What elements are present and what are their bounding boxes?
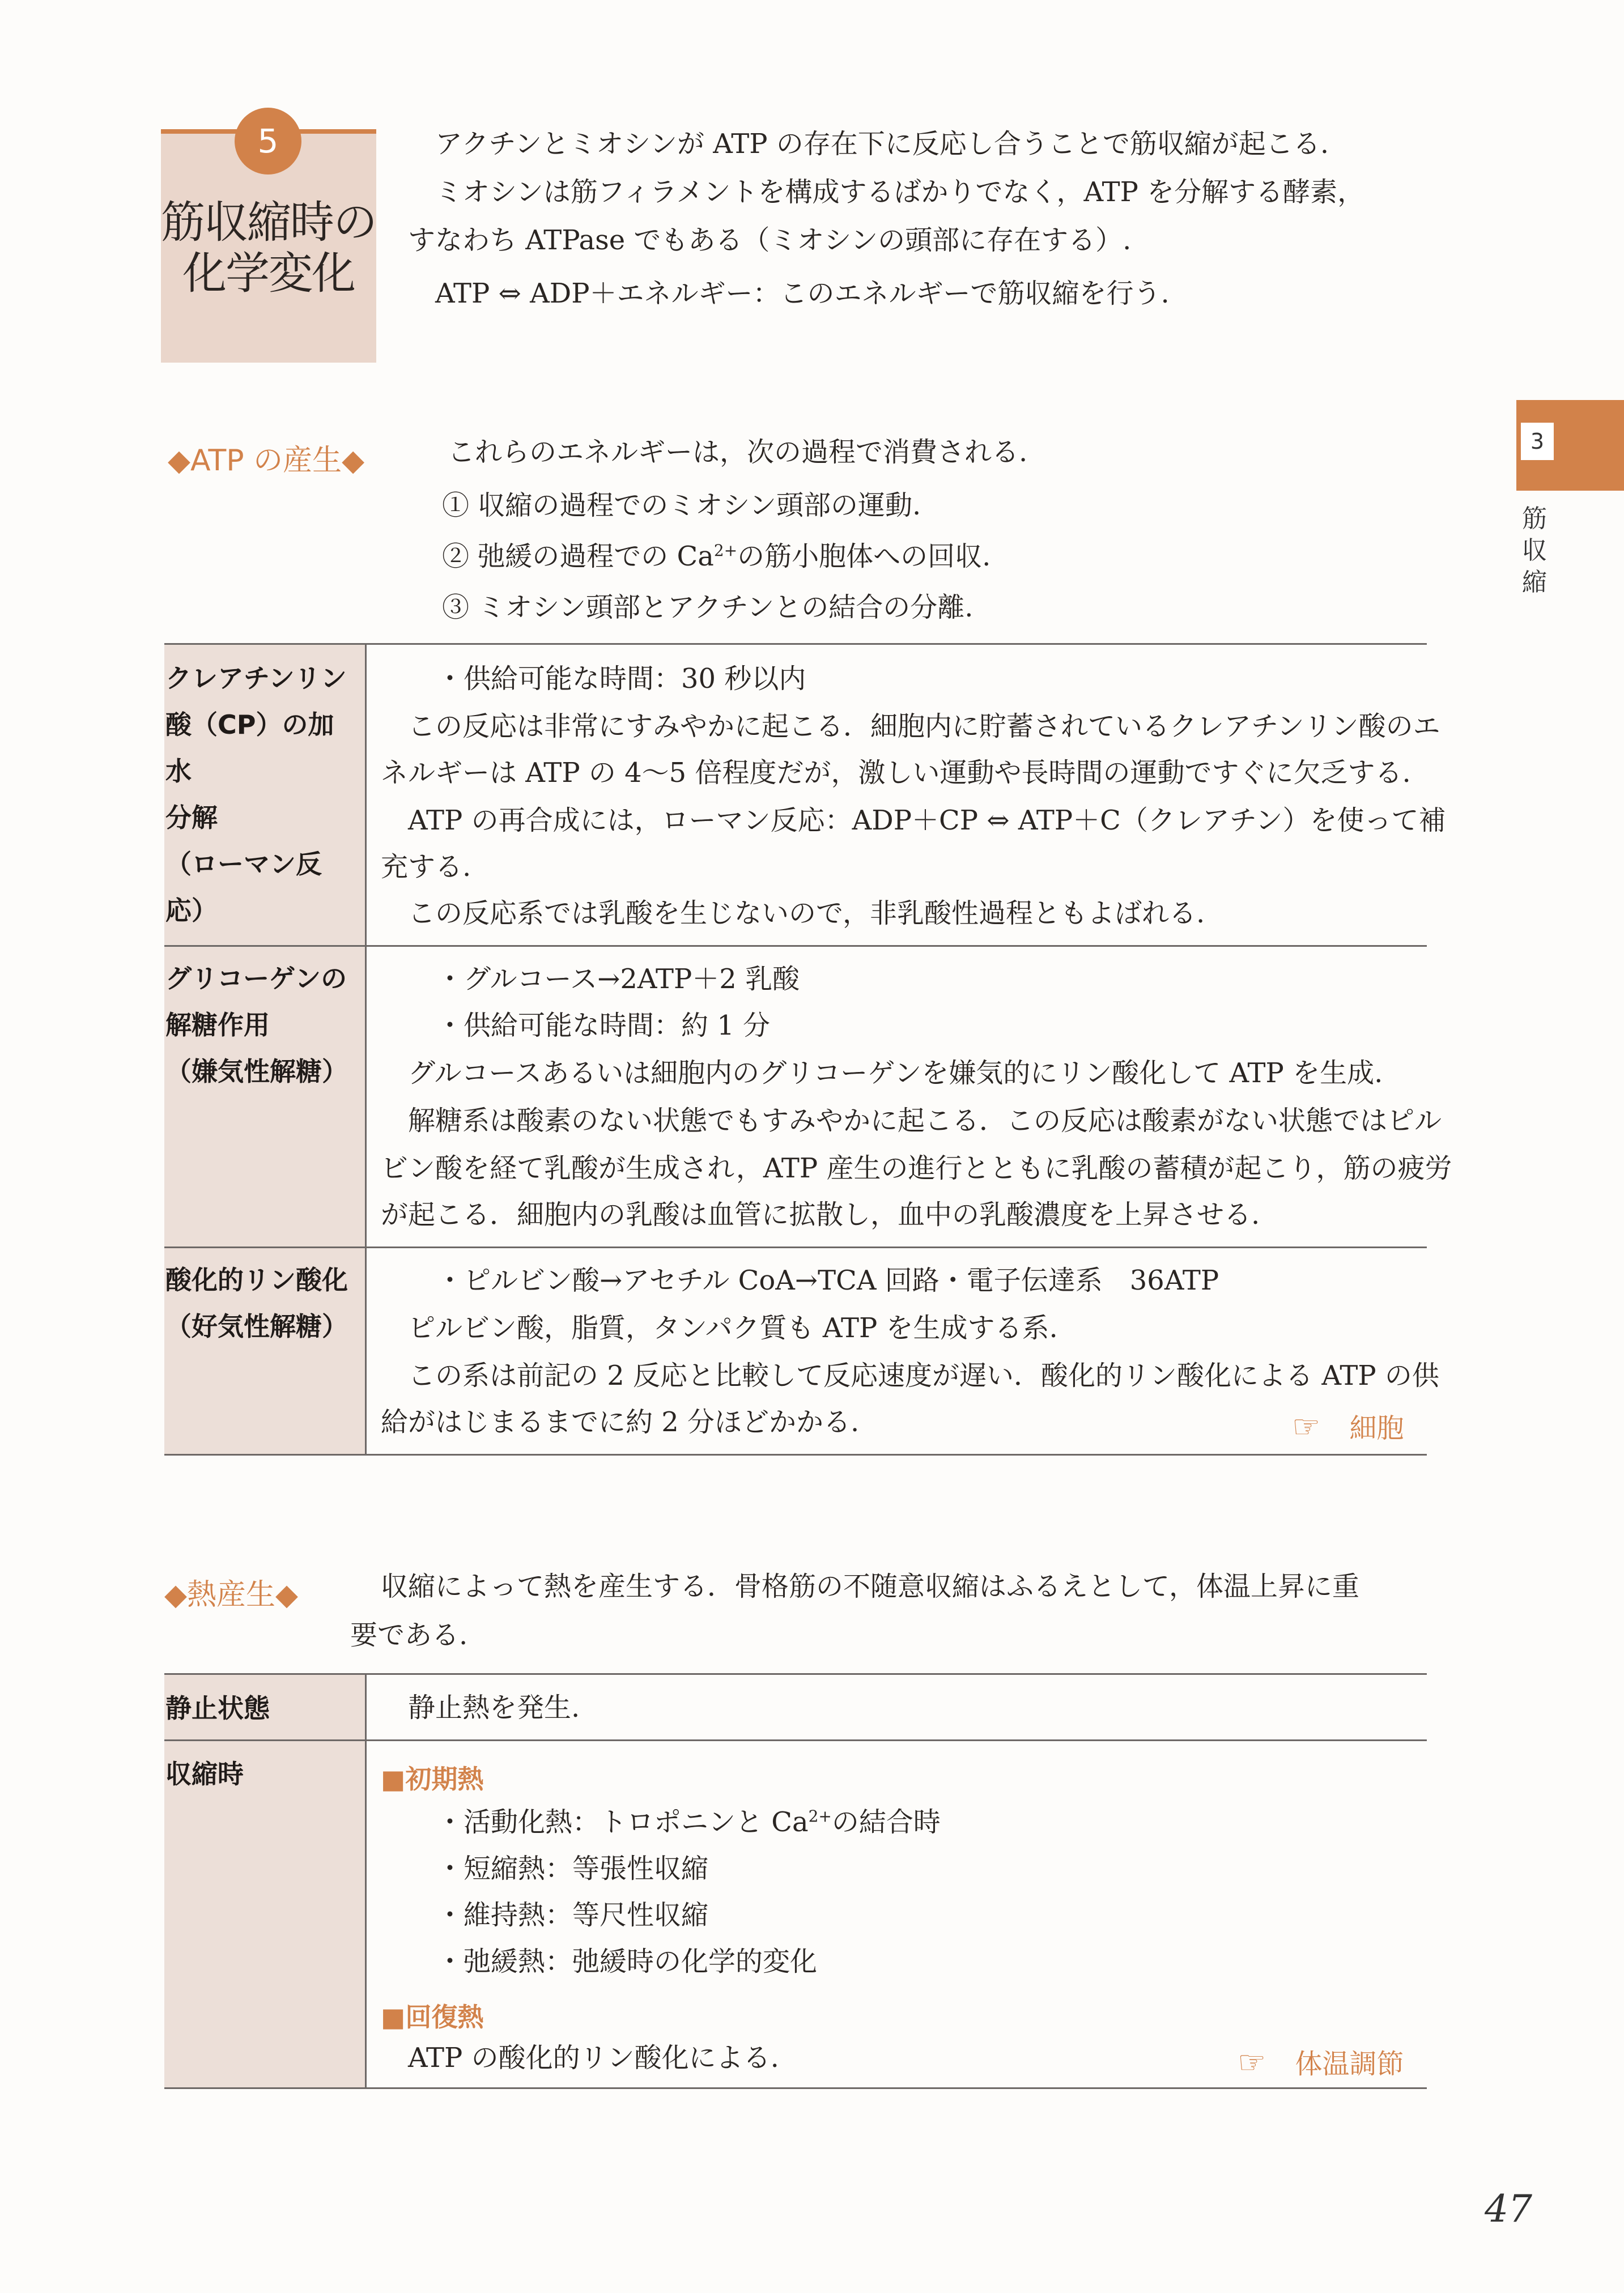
initial-heat-item: [436, 1806, 941, 1838]
atp-table-divider: [365, 645, 367, 1455]
contract-label: 収縮時: [165, 1759, 244, 1789]
initial-heat-item-tail: の結合時: [831, 1806, 941, 1838]
atp-row1-line: ATP の再合成には，ローマン反応：ADP＋CP ⇔ ATP＋C（クレアチン）を使って補: [408, 805, 1446, 836]
chapter-tab-char: 縮: [1522, 568, 1547, 597]
atp-row1-label: [165, 655, 358, 934]
label-line: （好気性解糖）: [165, 1311, 348, 1342]
atp-row2-line: が起こる．細胞内の乳酸は血管に拡散し，血中の乳酸濃度を上昇させる.: [381, 1199, 1260, 1231]
heat-table-bottom-border: [164, 2087, 1427, 2089]
atp-item-2: [442, 543, 990, 570]
atp-row1-line: この反応は非常にすみやかに起こる．細胞内に貯蓄されているクレアチンリン酸のエ: [408, 711, 1440, 742]
heat-table-divider: [365, 1675, 367, 2087]
heat-heading: ◆熱産生◆: [164, 1578, 298, 1612]
atp-row2-line: 解糖系は酸素のない状態でもすみやかに起こる．この反応は酸素がない状態ではピル: [408, 1105, 1442, 1137]
page-number: 47: [1485, 2187, 1532, 2231]
cross-reference-label: 体温調節: [1295, 2048, 1404, 2080]
chapter-tab-number: 3: [1530, 429, 1545, 454]
recovery-heat-heading: ■回復熱: [381, 2002, 484, 2032]
atp-item-3: ③ ミオシン頭部とアクチンとの結合の分離.: [442, 592, 973, 623]
atp-table-row-border: [164, 1247, 1427, 1248]
heat-table-top-border: [164, 1673, 1427, 1675]
label-line: 酸（CP）の加水: [165, 709, 334, 786]
pointing-hand-icon: ☞: [1292, 1409, 1321, 1445]
heat-lead-1: 収縮によって熱を産生する．骨格筋の不随意収縮はふるえとして，体温上昇に重: [381, 1571, 1360, 1602]
initial-heat-item: ・維持熱：等尺性収縮: [436, 1899, 709, 1931]
section-title-line2: 化学変化: [182, 248, 355, 299]
atp-row2-line: ・グルコース→2ATP＋2 乳酸: [436, 963, 800, 995]
atp-lead: これらのエネルギーは，次の過程で消費される.: [448, 436, 1028, 468]
atp-row3-line: ピルビン酸，脂質，タンパク質も ATP を生成する系.: [408, 1312, 1058, 1344]
label-line: クレアチンリン: [165, 663, 347, 694]
rest-label: 静止状態: [165, 1693, 270, 1724]
label-line: グリコーゲンの: [165, 963, 347, 994]
atp-row3-line: 給がはじまるまでに約 2 分ほどかかる.: [381, 1406, 860, 1438]
heat-lead-2: 要である.: [350, 1619, 468, 1651]
atp-row2-label: [165, 955, 358, 1095]
initial-heat-item-sup: 2+: [808, 1807, 832, 1826]
cross-reference[interactable]: [1238, 2042, 1404, 2081]
initial-heat-heading: ■初期熱: [381, 1764, 484, 1794]
label-line: 解糖作用: [165, 1010, 270, 1040]
intro-line-3: すなわち ATPase でもある（ミオシンの頭部に存在する）.: [408, 224, 1132, 256]
atp-table-top-border: [164, 643, 1427, 645]
heat-table-row-border: [164, 1739, 1427, 1741]
atp-row1-line: ネルギーは ATP の 4～5 倍程度だが，激しい運動や長時間の運動ですぐに欠乏する.: [381, 757, 1411, 789]
initial-heat-item-text: ・活動化熱：トロポニンと Ca: [436, 1806, 809, 1838]
atp-row3-line: この系は前記の 2 反応と比較して反応速度が遅い．酸化的リン酸化による ATP の供: [408, 1360, 1439, 1392]
pointing-hand-icon: ☞: [1238, 2044, 1266, 2081]
chapter-tab-char: 収: [1522, 536, 1547, 565]
initial-heat-item: ・短縮熱：等張性収縮: [436, 1853, 709, 1884]
heat-table-label-column: [164, 1675, 365, 2087]
atp-item-2-tail: の筋小胞体への回収.: [737, 541, 991, 572]
atp-table-row-border: [164, 945, 1427, 947]
recovery-heat-text: ATP の酸化的リン酸化による.: [408, 2042, 779, 2074]
chapter-tab-char: 筋: [1522, 504, 1547, 533]
atp-item-2-sup: 2+: [713, 541, 738, 560]
atp-row2-line: グルコースあるいは細胞内のグリコーゲンを嫌気的にリン酸化して ATP を生成.: [408, 1057, 1383, 1089]
label-line: 分解: [165, 802, 218, 833]
atp-row2-line: ・供給可能な時間：約 1 分: [436, 1010, 771, 1041]
label-line: 酸化的リン酸化: [165, 1265, 348, 1295]
cross-reference-label: 細胞: [1349, 1413, 1404, 1444]
atp-row3-line: ・ピルビン酸→アセチル CoA→TCA 回路・電子伝達系 36ATP: [436, 1265, 1219, 1296]
intro-line-4: ATP ⇔ ADP＋エネルギー：このエネルギーで筋収縮を行う.: [435, 278, 1170, 309]
atp-row1-line: 充する.: [381, 851, 471, 883]
section-number: 5: [235, 108, 301, 175]
atp-row1-line: この反応系では乳酸を生じないので，非乳酸性過程ともよばれる.: [408, 897, 1205, 929]
section-title-line1: 筋収縮時の: [161, 197, 377, 248]
atp-row1-line: ・供給可能な時間：30 秒以内: [436, 663, 806, 695]
label-line: （嫌気性解糖）: [165, 1056, 348, 1087]
atp-row3-label: [165, 1257, 358, 1350]
atp-row2-line: ビン酸を経て乳酸が生成され，ATP 産生の進行とともに乳酸の蓄積が起こり，筋の疲労: [381, 1152, 1452, 1184]
chapter-tab-label: [1519, 503, 1550, 598]
atp-table-bottom-border: [164, 1454, 1427, 1456]
atp-item-2-text: ② 弛緩の過程での Ca: [442, 541, 714, 572]
intro-line-1: アクチンとミオシンが ATP の存在下に反応し合うことで筋収縮が起こる.: [435, 128, 1329, 160]
atp-heading: ◆ATP の産生◆: [168, 444, 365, 478]
label-line: （ローマン反応）: [165, 849, 322, 926]
intro-line-2: ミオシンは筋フィラメントを構成するばかりでなく，ATP を分解する酵素，: [435, 176, 1365, 208]
rest-text: 静止熱を発生.: [408, 1692, 580, 1724]
cross-reference[interactable]: [1292, 1406, 1404, 1445]
atp-item-1: ① 収縮の過程でのミオシン頭部の運動.: [442, 490, 921, 521]
initial-heat-item: ・弛緩熱：弛緩時の化学的変化: [436, 1946, 818, 1977]
